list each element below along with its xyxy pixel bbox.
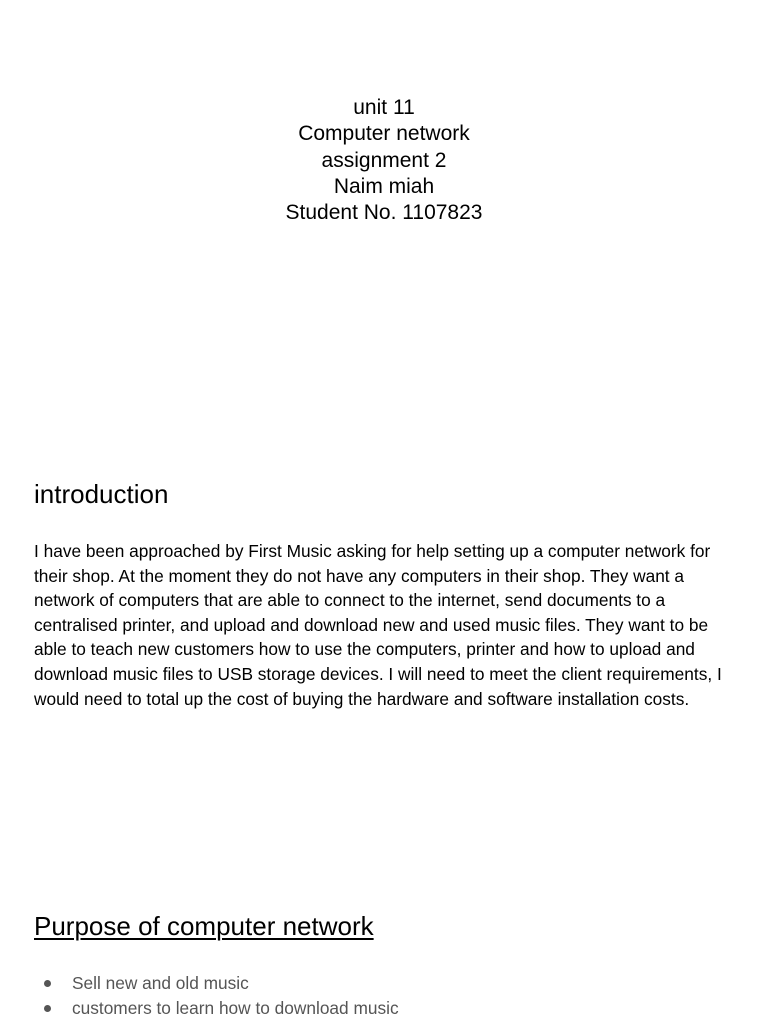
student-number: Student No. 1107823 bbox=[285, 201, 483, 225]
bullet-icon bbox=[44, 1005, 51, 1012]
list-item-text: Sell new and old music bbox=[72, 973, 249, 993]
introduction-paragraph: I have been approached by First Music asking for help setting up a computer network for their shop. At the moment they do not have any computers in their shop. They want a network of computers that are able to connect to the internet, send documents to a centralised printer, and upload and download new and used music files. They want to be able to teach new customers how to use the computers, printer and how to upload and download music files to USB storage devices. I will need to meet the client requirements, I would need to total up the cost of buying the hardware and software installation costs. bbox=[34, 541, 722, 709]
introduction-heading: introduction bbox=[34, 479, 169, 509]
author-name: Naim miah bbox=[333, 174, 435, 198]
bullet-icon bbox=[44, 980, 51, 987]
assignment-label: assignment 2 bbox=[321, 148, 447, 172]
unit-label: unit 11 bbox=[353, 96, 415, 119]
list-item-text: customers to learn how to download music bbox=[72, 998, 399, 1018]
purpose-heading: Purpose of computer network bbox=[34, 911, 374, 941]
list-item bbox=[34, 996, 399, 1021]
subject-title: Computer network bbox=[298, 122, 470, 146]
purpose-list bbox=[34, 971, 399, 1021]
list-item bbox=[34, 971, 399, 996]
title-block bbox=[0, 95, 768, 226]
